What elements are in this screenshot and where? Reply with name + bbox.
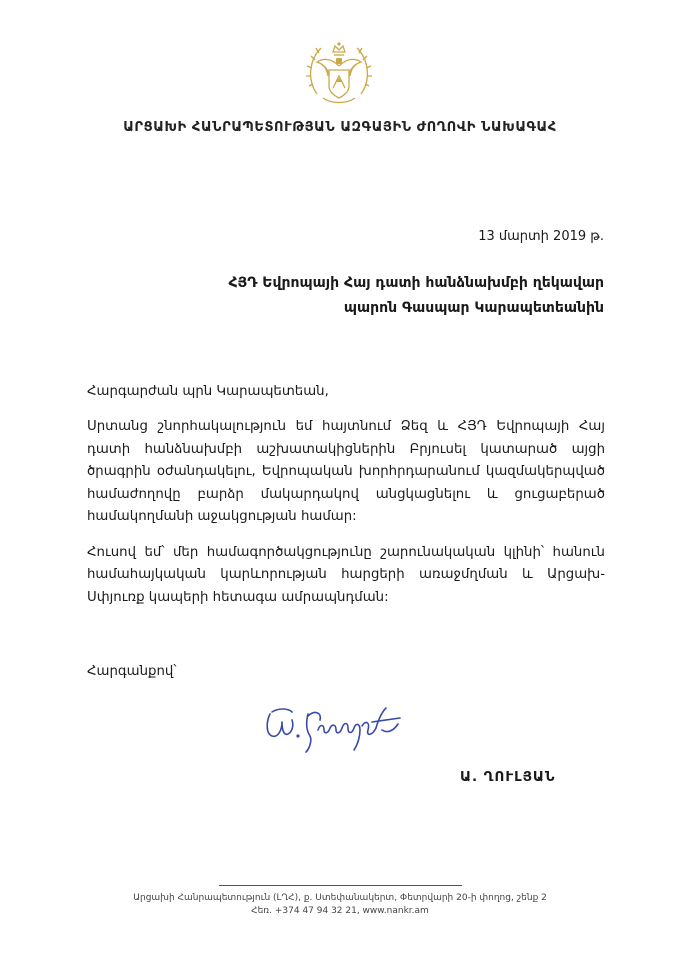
paragraph-hope: Հուսով եմ՝ մեր համագործակցությունը շարունակական կլինի՝ հանուն համահայկական կարևորության հարցերի առաջմղման և Արցախ-Սփյուռք կապերի հետագա ամրապնդման: [87,544,605,605]
handwritten-signature [262,700,412,760]
paragraph-thanks: Սրտանց շնորհակալություն եմ հայտնում Ձեզ և ՀՅԴ Եվրոպայի Հայ դատի հանձնախմբի աշխատակիցներին Բրյուսել կատարած այցի ծրագրին օժանդակելու, Եվրոպական խորհրդարանում կազմակերպված համաժողովը բարձր մակարդակով անցկացնելու և ցուցաբերած համակողմանի աջակցության համար: [87,419,605,524]
footer-address: Արցախի Հանրապետություն (ԼՂՀ), ք. Ստեփանակերտ, Փետրվարի 20-ի փողոց, շենք 2 [133,893,547,903]
addressee-block [228,271,604,321]
coat-of-arms-emblem [303,36,375,108]
addressee-line-2: պարոն Գասպար Կարապետեանին [343,300,604,316]
organization-title: ԱՐՑԱԽԻ ՀԱՆՐԱՊԵՏՈՒԹՅԱՆ ԱԶԳԱՅԻՆ ԺՈՂՈՎԻ ՆԱԽԱԳԱՀ [123,120,557,135]
footer [0,892,680,918]
closing: Հարգանքով՝ [87,664,177,679]
footer-contact: Հեռ. +374 47 94 32 21, www.nankr.am [251,906,429,916]
addressee-line-1: ՀՅԴ Եվրոպայի Հայ դատի հանձնախմբի ղեկավար [228,275,604,291]
salutation: Հարգարժան պրն Կարապետեան, [87,384,329,399]
letter-date: 13 մարտի 2019 թ. [478,229,604,244]
footer-divider [219,885,462,886]
signer-name: Ա. ՂՈՒԼՅԱՆ [460,769,556,785]
letter-body [87,381,605,622]
